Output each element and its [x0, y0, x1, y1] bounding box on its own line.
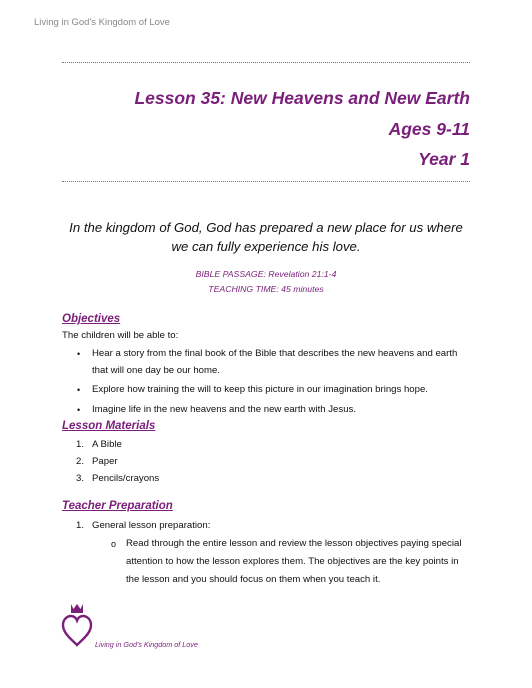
preparation-list [62, 517, 474, 589]
top-divider [62, 62, 470, 63]
teaching-time: TEACHING TIME: 45 minutes [208, 284, 324, 294]
bullet-icon: • [77, 349, 81, 359]
crown-heart-icon [60, 602, 94, 653]
intro-statement: In the kingdom of God, God has prepared a new place for us where we can fully experience his love. [69, 220, 463, 254]
circle-bullet-icon: o [111, 539, 117, 549]
list-item: 1. A Bible [76, 439, 122, 450]
year-title: Year 1 [418, 149, 470, 169]
ages-title: Ages 9-11 [388, 119, 470, 139]
list-item: 1. General lesson preparation: [76, 520, 211, 531]
bullet-icon: • [77, 385, 81, 395]
bible-passage: BIBLE PASSAGE: Revelation 21:1-4 [195, 269, 337, 279]
page-header: Living in God's Kingdom of Love [34, 17, 170, 28]
objectives-list [62, 346, 474, 418]
preparation-heading: Teacher Preparation [62, 500, 173, 512]
list-item: • Imagine life in the new heavens and the new earth with Jesus. [62, 402, 474, 419]
bullet-icon: • [77, 404, 81, 415]
materials-list [62, 436, 159, 487]
lesson-title: Lesson 35: New Heavens and New Earth [134, 88, 470, 108]
bottom-divider [62, 181, 470, 182]
objectives-heading: Objectives [62, 313, 121, 325]
objectives-lead: The children will be able to: [62, 330, 179, 341]
list-item: • Hear a story from the final book of the Bible that describes the new heavens and earth that will one day be our home. [77, 348, 458, 376]
page-footer: Living in God's Kingdom of Love [95, 640, 198, 649]
materials-heading: Lesson Materials [62, 420, 156, 432]
list-item: • Explore how training the will to keep this picture in our imagination brings hope. [62, 382, 474, 399]
list-item: 3. Pencils/crayons [76, 473, 160, 484]
list-item: 2. Paper [76, 456, 118, 467]
sub-list-item: o Read through the entire lesson and review the lesson objectives paying special attention to how the lesson explores them. The objectives are the key points in the lesson and you should focus on them when you teach it. [62, 535, 474, 589]
